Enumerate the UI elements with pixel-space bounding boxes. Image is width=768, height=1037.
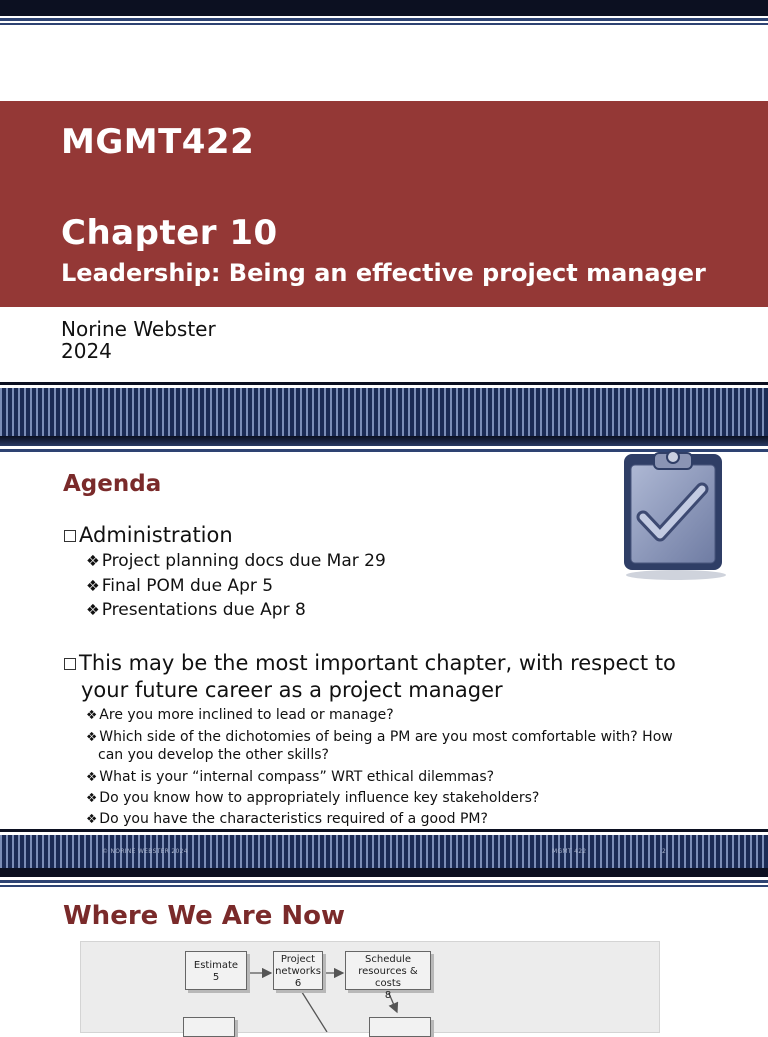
diamond-bullet-icon: ❖ [86,769,98,784]
clipboard-checkmark-icon [616,443,732,581]
admin-subitem-text: Presentations due Apr 8 [101,600,306,620]
diamond-bullet-icon: ❖ [86,811,98,826]
node-schedule-label-2: resources & costs [358,966,418,989]
where-we-are-heading: Where We Are Now [63,901,346,931]
question-item [86,705,394,725]
admin-subitem [86,551,386,571]
question-item [86,727,673,747]
separator-line [0,880,768,883]
separator-line [0,382,768,385]
diamond-bullet-icon: ❖ [86,790,98,805]
node-schedule-number: 8 [384,990,392,1001]
top-stripe-thin [0,23,768,25]
author-year: 2024 [61,339,112,363]
question-item [86,788,539,808]
node-estimate-label: Estimate [193,960,239,971]
node-schedule-label-1: Schedule [365,954,411,965]
diamond-bullet-icon: ❖ [86,729,98,744]
agenda-item-important-chapter [64,651,676,675]
pinstripe-band [0,388,768,436]
node-networks-label-1: Project [280,954,316,965]
square-bullet-icon [64,658,76,670]
author-name: Norine Webster [61,317,216,341]
process-diagram [80,941,660,1033]
question-text: Which side of the dichotomies of being a PM are you most comfortable with? How [99,729,673,745]
administration-label: Administration [79,523,233,547]
node-partial-right [369,1017,431,1037]
admin-subitem [86,576,273,596]
node-estimate [185,951,247,990]
question-text: Are you more inclined to lead or manage? [99,707,394,723]
diamond-bullet-icon: ❖ [86,552,100,570]
diamond-bullet-icon: ❖ [86,707,98,722]
separator-line-thin [0,885,768,887]
separator-line [0,829,768,832]
question-text: What is your “internal compass” WRT ethical dilemmas? [99,769,495,785]
admin-subitem [86,600,306,620]
diamond-bullet-icon: ❖ [86,601,100,619]
node-estimate-number: 5 [212,972,220,983]
question-text-continued: can you develop the other skills? [98,747,329,763]
footer-page-number: 2 [662,848,667,855]
node-networks-number: 6 [294,978,302,989]
chapter-title: Chapter 10 [61,213,278,253]
admin-subitem-text: Project planning docs due Mar 29 [101,551,386,571]
agenda-item-administration [64,523,233,547]
question-item [86,809,488,829]
question-text: Do you know how to appropriately influence key stakeholders? [99,790,540,806]
top-stripe [0,18,768,21]
node-partial-left [183,1017,235,1037]
top-banner [0,0,768,16]
node-project-networks [273,951,323,990]
important-line-2: your future career as a project manager [81,678,503,702]
node-networks-label-2: networks [275,966,321,977]
admin-subitem-text: Final POM due Apr 5 [101,576,274,596]
chapter-subtitle: Leadership: Being an effective project manager [61,259,706,287]
question-item [86,767,494,787]
question-text: Do you have the characteristics required of a good PM? [99,811,488,827]
footer-course: MGMT 422 [552,848,587,855]
diamond-bullet-icon: ❖ [86,577,100,595]
square-bullet-icon [64,530,76,542]
important-line-1: This may be the most important chapter, with respect to [79,651,676,675]
footer-shadow [0,868,768,877]
footer-copyright: © NORINE WEBSTER 2024 [102,848,188,855]
node-schedule-resources [345,951,431,1001]
course-title: MGMT422 [61,122,255,162]
agenda-heading: Agenda [63,471,162,497]
